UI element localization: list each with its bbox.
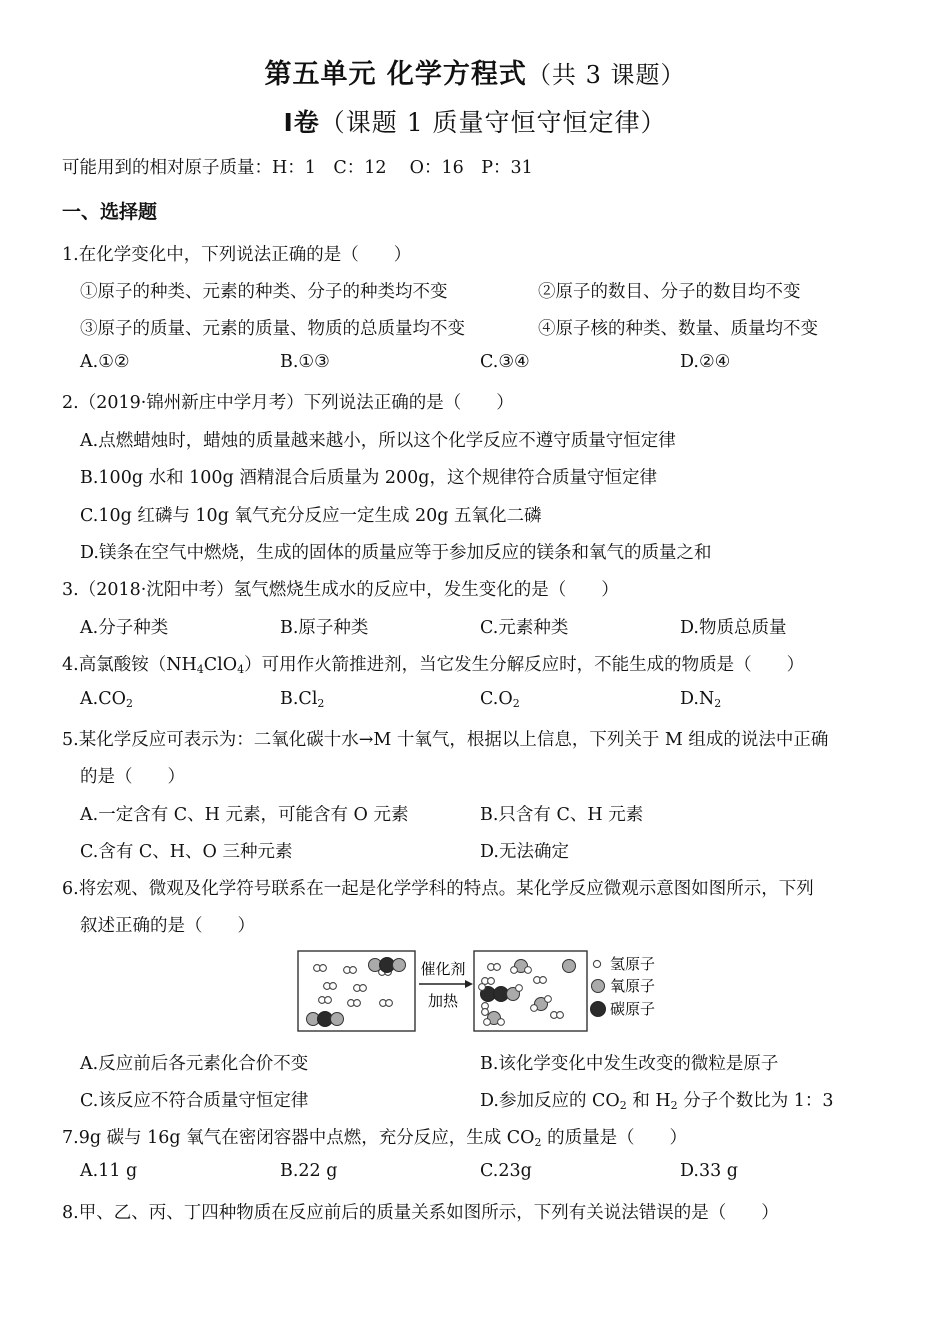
question-1-statement-2: ②原子的数目、分子的数目均不变 [538,282,801,302]
question-5-option-a[interactable]: A.一定含有 C、H 元素，可能含有 O 元素 [80,805,409,825]
legend-hydrogen-label: 氢原子 [610,955,656,973]
legend [591,955,656,1018]
question-6-option-d[interactable]: D.参加反应的 $CO_2$ 和 $H_2$ 分子个数比为 1：3 [480,1091,834,1112]
legend-carbon-icon [591,1002,606,1017]
question-1-statement-3: ③原子的质量、元素的质量、物质的总质量均不变 [80,319,465,339]
question-5-option-c[interactable]: C.含有 C、H、O 三种元素 [80,842,293,862]
question-4-stem: 4.高氯酸铵$(NH_4ClO_4)$可用作火箭推进剂，当它发生分解反应时，不能生成的物质是（ ） [62,655,805,676]
catalyst-label: 催化剂 [420,960,466,978]
question-3-option-d[interactable]: D.物质总质量 [680,618,787,638]
question-5-option-b[interactable]: B.只含有 C、H 元素 [480,805,644,825]
reaction-arrowhead [465,980,473,988]
question-1-option-a[interactable]: A.①② [80,352,130,372]
question-4-option-b[interactable]: $B.Cl_2$ [280,689,325,710]
question-3-stem: 3.（2018·沈阳中考）氢气燃烧生成水的反应中，发生变化的是（ ） [62,580,619,600]
question-6-option-a[interactable]: A.反应前后各元素化合价不变 [80,1054,309,1074]
question-1-statement-1: ①原子的种类、元素的种类、分子的种类均不变 [80,282,448,302]
question-5-stem-line-2: 的是（ ） [80,767,185,787]
heat-label: 加热 [427,992,459,1010]
question-7-option-c[interactable]: C.23g [480,1161,532,1181]
question-5-stem-line-1: 5.某化学反应可表示为：二氧化碳十水→M 十氧气，根据以上信息，下列关于 M 组成的说法中正确 [62,730,829,750]
question-7-option-b[interactable]: B.22 g [280,1161,338,1181]
question-4-option-a[interactable]: $A.CO_2$ [80,689,133,710]
question-1-option-d[interactable]: D.②④ [680,352,731,372]
question-4-option-d[interactable]: $D.N_2$ [680,689,722,710]
legend-oxygen-icon [592,980,605,993]
question-6-stem-line-1: 6.将宏观、微观及化学符号联系在一起是化学学科的特点。某化学反应微观示意图如图所示，下列 [62,879,814,899]
question-3-option-c[interactable]: C.元素种类 [480,618,569,638]
question-7-stem: 7.9g 碳与 16g 氧气在密闭容器中点燃，充分反应，生成 $CO_2$ 的质量是（ ） [62,1128,688,1149]
question-2-option-d[interactable]: D.镁条在空气中燃烧，生成的固体的质量应等于参加反应的镁条和氧气的质量之和 [80,543,712,563]
question-6-stem-line-2: 叙述正确的是（ ） [80,916,255,936]
question-6-option-b[interactable]: B.该化学变化中发生改变的微粒是原子 [480,1054,779,1074]
question-6-option-c[interactable]: C.该反应不符合质量守恒定律 [80,1091,309,1111]
legend-carbon-label: 碳原子 [610,1000,656,1018]
page-subtitle: Ⅰ卷（课题 1 质量守恒守恒定律） [283,108,667,137]
question-8-stem: 8.甲、乙、丙、丁四种物质在反应前后的质量关系如图所示，下列有关说法错误的是（ ） [62,1203,779,1223]
question-7-option-d[interactable]: D.33 g [680,1161,739,1181]
legend-hydrogen-icon [593,960,600,967]
question-1-statement-4: ④原子核的种类、数量、质量均不变 [538,319,818,339]
question-1-option-b[interactable]: B.①③ [280,352,330,372]
question-5-option-d[interactable]: D.无法确定 [480,842,569,862]
product-molecule-carbon [479,984,523,1002]
question-2-option-a[interactable]: A.点燃蜡烛时，蜡烛的质量越来越小，所以这个化学反应不遵守质量守恒定律 [80,431,676,451]
page-title: 第五单元 化学方程式（共 3 课题） [264,59,686,90]
question-3-option-b[interactable]: B.原子种类 [280,618,369,638]
question-4-option-c[interactable]: $C.O_2$ [480,689,520,710]
legend-oxygen-label: 氧原子 [610,977,656,995]
question-3-option-a[interactable]: A.分子种类 [80,618,169,638]
section-title: 一、选择题 [62,201,158,223]
reaction-micro-diagram [297,948,682,1034]
question-2-option-b[interactable]: B.100g 水和 100g 酒精混合后质量为 200g，这个规律符合质量守恒定律 [80,468,657,488]
question-1-stem: 1.在化学变化中，下列说法正确的是（ ） [62,245,412,265]
question-2-stem: 2.（2019·锦州新庄中学月考）下列说法正确的是（ ） [62,393,514,413]
question-2-option-c[interactable]: C.10g 红磷与 10g 氧气充分反应一定生成 20g 五氧化二磷 [80,506,542,526]
atomic-mass-note: 可能用到的相对原子质量：H：1 C：12 O：16 P：31 [62,158,533,178]
question-7-option-a[interactable]: A.11 g [80,1161,138,1181]
question-1-option-c[interactable]: C.③④ [480,352,530,372]
